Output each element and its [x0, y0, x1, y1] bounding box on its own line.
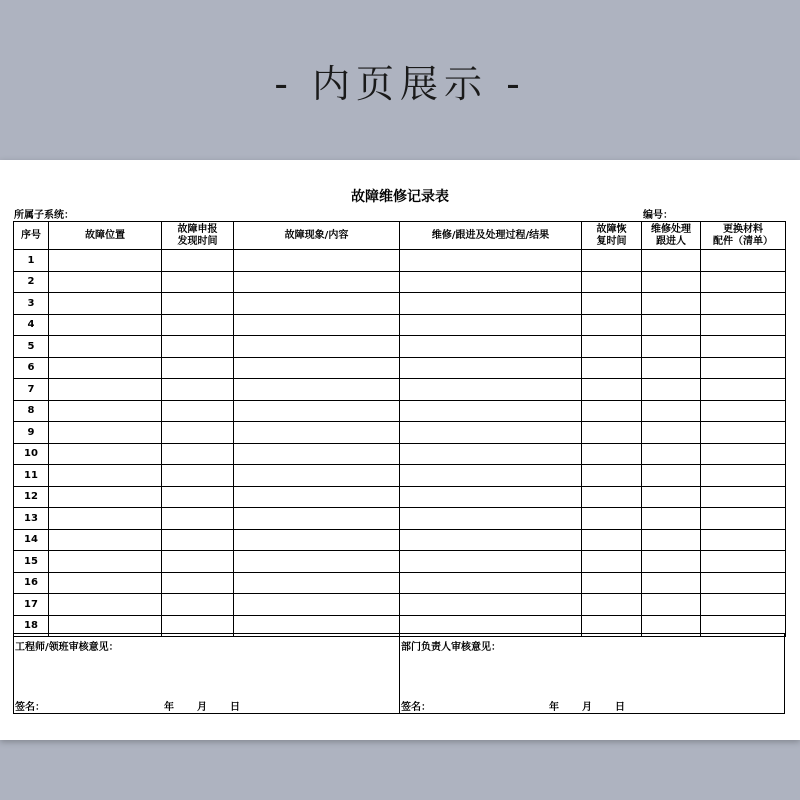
table-cell[interactable]: [49, 572, 162, 594]
table-cell[interactable]: [582, 314, 642, 336]
table-cell[interactable]: [642, 314, 701, 336]
table-row: [14, 293, 786, 315]
row-number: 12: [14, 486, 49, 508]
year-label: 年: [549, 702, 559, 713]
dept-review-cell[interactable]: [400, 634, 784, 713]
table-cell[interactable]: [642, 508, 701, 530]
row-number: 1: [14, 250, 49, 272]
table-cell[interactable]: [400, 250, 582, 272]
review-section: [13, 633, 785, 714]
table-cell[interactable]: [642, 443, 701, 465]
row-number: 16: [14, 572, 49, 594]
table-cell[interactable]: [400, 293, 582, 315]
table-cell[interactable]: [701, 465, 786, 487]
row-number: 9: [14, 422, 49, 444]
table-cell[interactable]: [162, 336, 234, 358]
table-cell[interactable]: [642, 250, 701, 272]
year-label: 年: [164, 702, 174, 713]
banner: [0, 0, 800, 160]
month-label: 月: [582, 702, 592, 713]
table-cell[interactable]: [400, 422, 582, 444]
row-number: 17: [14, 594, 49, 616]
header-phenomenon: 故障现象/内容: [234, 222, 400, 250]
number-label: 编号：: [643, 210, 673, 221]
dept-sign-row: [401, 698, 785, 712]
table-cell[interactable]: [582, 422, 642, 444]
table-cell[interactable]: [162, 529, 234, 551]
table-cell[interactable]: [49, 357, 162, 379]
table-cell[interactable]: [162, 314, 234, 336]
table-cell[interactable]: [162, 293, 234, 315]
table-cell[interactable]: [701, 336, 786, 358]
table-row: [14, 443, 786, 465]
table-cell[interactable]: [162, 422, 234, 444]
table-cell[interactable]: [234, 314, 400, 336]
table-cell[interactable]: [582, 572, 642, 594]
table-cell[interactable]: [701, 314, 786, 336]
table-cell[interactable]: [400, 508, 582, 530]
table-cell[interactable]: [49, 250, 162, 272]
table-cell[interactable]: [49, 551, 162, 573]
table-cell[interactable]: [49, 336, 162, 358]
table-cell[interactable]: [234, 422, 400, 444]
table-cell[interactable]: [701, 551, 786, 573]
table-cell[interactable]: [642, 486, 701, 508]
table-cell[interactable]: [234, 379, 400, 401]
table-cell[interactable]: [49, 443, 162, 465]
table-cell[interactable]: [400, 551, 582, 573]
dept-review-label: 部门负责人审核意见：: [401, 642, 501, 653]
table-row: [14, 465, 786, 487]
table-cell[interactable]: [582, 336, 642, 358]
table-cell[interactable]: [642, 551, 701, 573]
table-cell[interactable]: [162, 594, 234, 616]
table-cell[interactable]: [49, 594, 162, 616]
month-label: 月: [197, 702, 207, 713]
table-cell[interactable]: [49, 379, 162, 401]
header-recovery-time: 故障恢 复时间: [582, 222, 642, 250]
table-cell[interactable]: [49, 293, 162, 315]
table-row: [14, 572, 786, 594]
table-cell[interactable]: [582, 594, 642, 616]
banner-title: - 内页展示 -: [274, 61, 526, 106]
form-title: 故障维修记录表: [351, 189, 449, 205]
table-cell[interactable]: [162, 379, 234, 401]
table-cell[interactable]: [642, 293, 701, 315]
table-cell[interactable]: [642, 336, 701, 358]
table-row: [14, 486, 786, 508]
table-cell[interactable]: [234, 465, 400, 487]
table-row: [14, 551, 786, 573]
table-cell[interactable]: [162, 400, 234, 422]
table-cell[interactable]: [582, 465, 642, 487]
table-cell[interactable]: [642, 572, 701, 594]
row-number: 3: [14, 293, 49, 315]
table-cell[interactable]: [234, 357, 400, 379]
table-cell[interactable]: [642, 357, 701, 379]
sign-label: 签名：: [15, 702, 45, 713]
table-cell[interactable]: [582, 551, 642, 573]
header-location: 故障位置: [49, 222, 162, 250]
header-follower: 维修处理 跟进人: [642, 222, 701, 250]
table-cell[interactable]: [400, 529, 582, 551]
table-cell[interactable]: [400, 594, 582, 616]
table-cell[interactable]: [642, 379, 701, 401]
table-cell[interactable]: [234, 594, 400, 616]
header-parts: 更换材料 配件（清单）: [701, 222, 786, 250]
table-cell[interactable]: [701, 486, 786, 508]
table-cell[interactable]: [234, 572, 400, 594]
day-label: 日: [230, 702, 240, 713]
table-cell[interactable]: [701, 293, 786, 315]
table-cell[interactable]: [49, 400, 162, 422]
table-cell[interactable]: [701, 594, 786, 616]
table-cell[interactable]: [49, 486, 162, 508]
table-cell[interactable]: [162, 572, 234, 594]
table-cell[interactable]: [701, 529, 786, 551]
table-cell[interactable]: [234, 443, 400, 465]
table-cell[interactable]: [582, 508, 642, 530]
form-sheet: [0, 160, 800, 740]
table-cell[interactable]: [234, 508, 400, 530]
table-cell[interactable]: [642, 594, 701, 616]
table-cell[interactable]: [162, 551, 234, 573]
table-cell[interactable]: [701, 422, 786, 444]
table-cell[interactable]: [234, 336, 400, 358]
table-cell[interactable]: [701, 508, 786, 530]
table-row: [14, 529, 786, 551]
table-header-row: [14, 222, 786, 250]
table-row: [14, 250, 786, 272]
row-number: 8: [14, 400, 49, 422]
row-number: 14: [14, 529, 49, 551]
table-cell[interactable]: [234, 293, 400, 315]
table-cell[interactable]: [582, 357, 642, 379]
row-number: 13: [14, 508, 49, 530]
table-cell[interactable]: [234, 250, 400, 272]
row-number: 11: [14, 465, 49, 487]
table-cell[interactable]: [49, 508, 162, 530]
table-cell[interactable]: [234, 400, 400, 422]
table-row: [14, 400, 786, 422]
table-cell[interactable]: [400, 486, 582, 508]
table-cell[interactable]: [49, 422, 162, 444]
table-cell[interactable]: [582, 443, 642, 465]
table-cell[interactable]: [642, 271, 701, 293]
table-row: [14, 271, 786, 293]
table-row: [14, 508, 786, 530]
table-cell[interactable]: [701, 379, 786, 401]
table-cell[interactable]: [582, 271, 642, 293]
table-cell[interactable]: [234, 551, 400, 573]
table-cell[interactable]: [49, 314, 162, 336]
header-report-time: 故障申报 发现时间: [162, 222, 234, 250]
table-cell[interactable]: [49, 529, 162, 551]
table-cell[interactable]: [582, 293, 642, 315]
table-cell[interactable]: [582, 529, 642, 551]
table-cell[interactable]: [49, 271, 162, 293]
table-cell[interactable]: [400, 400, 582, 422]
table-cell[interactable]: [162, 508, 234, 530]
table-cell[interactable]: [701, 400, 786, 422]
table-cell[interactable]: [701, 572, 786, 594]
table-cell[interactable]: [400, 357, 582, 379]
table-cell[interactable]: [400, 336, 582, 358]
table-cell[interactable]: [582, 250, 642, 272]
row-number: 10: [14, 443, 49, 465]
table-cell[interactable]: [162, 271, 234, 293]
row-number: 7: [14, 379, 49, 401]
day-label: 日: [615, 702, 625, 713]
header-seq: 序号: [14, 222, 49, 250]
table-cell[interactable]: [49, 465, 162, 487]
table-cell[interactable]: [400, 465, 582, 487]
table-cell[interactable]: [162, 250, 234, 272]
table-cell[interactable]: [400, 572, 582, 594]
engineer-review-cell[interactable]: [14, 634, 400, 713]
row-number: 15: [14, 551, 49, 573]
table-row: [14, 379, 786, 401]
subsystem-label: 所属子系统：: [14, 210, 74, 221]
table-row: [14, 422, 786, 444]
table-cell[interactable]: [234, 529, 400, 551]
row-number: 5: [14, 336, 49, 358]
row-number: 2: [14, 271, 49, 293]
table-cell[interactable]: [162, 465, 234, 487]
repair-log-table: [13, 221, 786, 637]
table-cell[interactable]: [400, 271, 582, 293]
table-cell[interactable]: [642, 400, 701, 422]
table-cell[interactable]: [162, 443, 234, 465]
sign-label: 签名：: [401, 702, 431, 713]
table-cell[interactable]: [162, 486, 234, 508]
table-cell[interactable]: [162, 357, 234, 379]
header-process: 维修/跟进及处理过程/结果: [400, 222, 582, 250]
row-number: 18: [14, 615, 49, 637]
table-row: [14, 594, 786, 616]
table-cell[interactable]: [642, 422, 701, 444]
table-cell[interactable]: [701, 271, 786, 293]
table-cell[interactable]: [234, 271, 400, 293]
table-cell[interactable]: [701, 443, 786, 465]
table-cell[interactable]: [582, 379, 642, 401]
table-row: [14, 357, 786, 379]
engineer-sign-row: [15, 698, 400, 712]
table-cell[interactable]: [400, 379, 582, 401]
table-cell[interactable]: [400, 314, 582, 336]
table-cell[interactable]: [400, 443, 582, 465]
table-cell[interactable]: [234, 486, 400, 508]
table-cell[interactable]: [582, 486, 642, 508]
engineer-review-label: 工程师/领班审核意见：: [15, 642, 119, 653]
row-number: 4: [14, 314, 49, 336]
table-cell[interactable]: [701, 357, 786, 379]
row-number: 6: [14, 357, 49, 379]
table-cell[interactable]: [642, 529, 701, 551]
table-row: [14, 336, 786, 358]
table-row: [14, 314, 786, 336]
table-cell[interactable]: [701, 250, 786, 272]
table-cell[interactable]: [582, 400, 642, 422]
table-cell[interactable]: [642, 465, 701, 487]
